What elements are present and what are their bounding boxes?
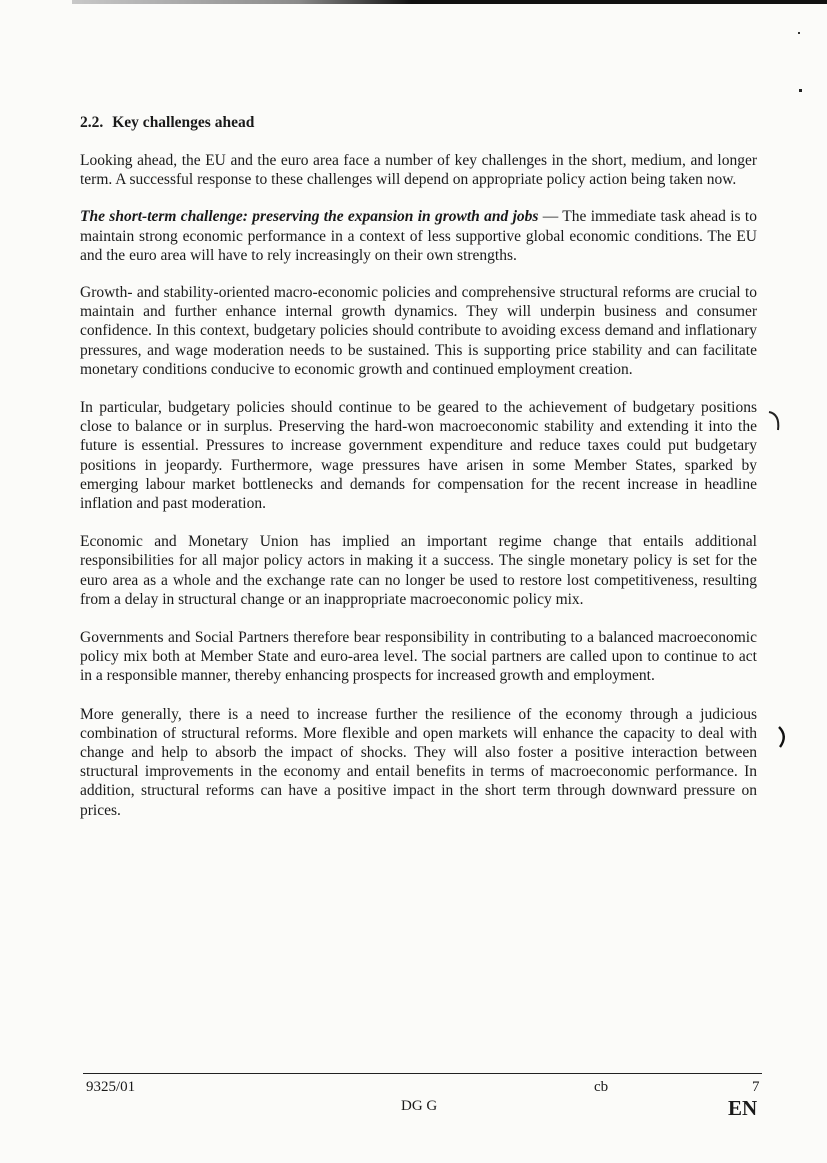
paragraph-lead-heading: The short-term challenge: preserving the expansion in growth and jobs — [80, 208, 539, 226]
footer-initials: cb — [594, 1079, 609, 1095]
scan-mark-bracket-upper — [766, 408, 784, 434]
footer-document-number: 9325/01 — [86, 1079, 136, 1095]
header-rule — [72, 0, 827, 4]
paragraph-social-partners: Governments and Social Partners therefore bear responsibility in contributing to a balanced macroeconomic policy mix both at Member State and euro-area level. The social partners are called upon to continue to act in a responsible manner, thereby enhancing prospects for increased growth and employment. — [80, 629, 757, 685]
footer-department: DG G — [401, 1098, 438, 1114]
paragraph-intro: Looking ahead, the EU and the euro area face a number of key challenges in the short, medium, and longer term. A successful response to these challenges will depend on appropriate policy action being taken now. — [80, 152, 757, 189]
scan-dot-1 — [798, 32, 800, 34]
scan-dot-2 — [799, 89, 802, 92]
paragraph-short-term-challenge — [80, 207, 757, 265]
section-heading — [80, 113, 254, 133]
paragraph-lead-body: — The immediate task ahead is to maintain strong economic performance in a context of less supportive global economic conditions. The EU and the euro area will have to rely increasingly on their own strengths. — [80, 208, 757, 264]
section-title: Key challenges ahead — [112, 114, 255, 131]
scan-mark-bracket-lower — [776, 724, 790, 750]
paragraph-structural-reforms: More generally, there is a need to increase further the resilience of the economy through a judicious combination of structural reforms. More flexible and open markets will enhance the capacity to deal with change and help to absorb the impact of shocks. They will also foster a positive interaction between structural improvements in the economy and entail benefits in terms of macroeconomic performance. In addition, structural reforms can have a positive impact in the short term through downward pressure on prices. — [80, 705, 757, 819]
body-text — [80, 151, 757, 839]
footer-language-code: EN — [728, 1096, 758, 1120]
paragraph-growth-policies: Growth- and stability-oriented macro-economic policies and comprehensive structural reforms are crucial to maintain and further enhance internal growth dynamics. They will underpin business and consumer confidence. In this context, budgetary policies should contribute to avoiding excess demand and inflationary pressures, and wage moderation needs to be sustained. This is supporting price stability and can facilitate monetary conditions conducive to economic growth and continued employment creation. — [80, 284, 757, 378]
footer-page-number: 7 — [752, 1079, 760, 1095]
section-number: 2.2. — [80, 114, 104, 131]
paragraph-emu: Economic and Monetary Union has implied an important regime change that entails additional responsibilities for all major policy actors in making it a success. The single monetary policy is set for the euro area as a whole and the exchange rate can no longer be used to restore lost competitiveness, resulting from a delay in structural change or an inappropriate macroeconomic policy mix. — [80, 533, 757, 608]
footer-rule — [83, 1073, 762, 1074]
paragraph-budgetary: In particular, budgetary policies should continue to be geared to the achievement of budgetary positions close to balance or in surplus. Preserving the hard-won macroeconomic stability and extending it into the future is essential. Pressures to increase government expenditure and reduce taxes could put budgetary positions in jeopardy. Furthermore, wage pressures have arisen in some Member States, sparked by emerging labour market bottlenecks and demands for compensation for the recent increase in headline inflation and past moderation. — [80, 399, 757, 513]
